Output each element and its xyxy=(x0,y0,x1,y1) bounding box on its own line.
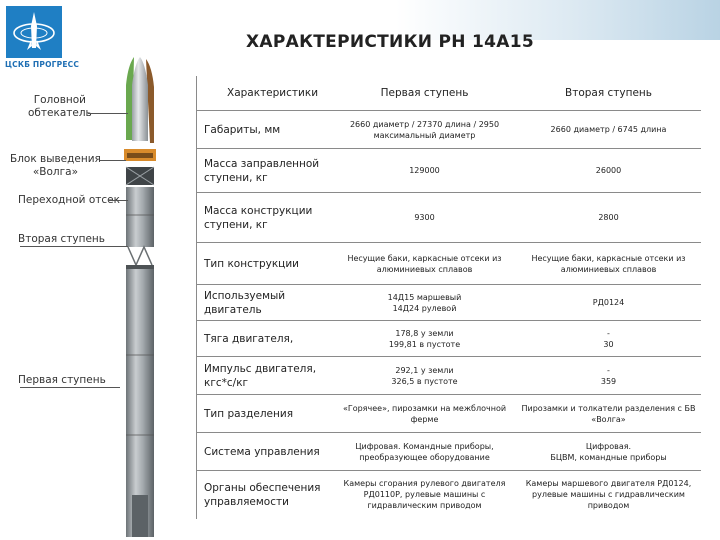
row-name: Тяга двигателя, xyxy=(197,321,333,357)
table-row xyxy=(197,433,701,471)
row-name: Габариты, мм xyxy=(197,111,333,149)
leader-first-stage xyxy=(20,387,120,388)
row-name: Масса конструкции ступени, кг xyxy=(197,193,333,243)
company-logo xyxy=(5,6,80,74)
characteristics-table xyxy=(196,76,701,519)
row-name: Органы обеспечения управляемости xyxy=(197,471,333,519)
table-row xyxy=(197,193,701,243)
table-row xyxy=(197,243,701,285)
row-name: Тип разделения xyxy=(197,395,333,433)
table-header-row xyxy=(197,76,701,111)
row-name: Тип конструкции xyxy=(197,243,333,285)
row-second-stage-value: 2660 диаметр / 6745 длина xyxy=(517,111,701,149)
row-second-stage-value: - 359 xyxy=(517,357,701,395)
table-row xyxy=(197,471,701,519)
label-second-stage: Вторая ступень xyxy=(18,233,105,245)
leader-volga xyxy=(100,160,126,161)
table-row xyxy=(197,321,701,357)
row-first-stage-value: Камеры сгорания рулевого двигателя РД0110Р, рулевые машины с гидравлическим приводом xyxy=(343,479,506,511)
row-name: Масса заправленной ступени, кг xyxy=(197,149,333,193)
row-name: Система управления xyxy=(197,433,333,471)
row-first-stage-value: Цифровая. Командные приборы, преобразующее оборудование xyxy=(333,433,517,471)
leader-transition xyxy=(108,200,128,201)
row-first-stage-value: 2660 диаметр / 27370 длина / 2950 максимальный диаметр xyxy=(333,111,517,149)
leader-second-stage xyxy=(20,246,128,247)
header-first-stage: Первая ступень xyxy=(333,76,517,111)
row-second-stage-value: РД0124 xyxy=(517,285,701,321)
label-transition: Переходной отсек xyxy=(18,194,120,206)
leader-fairing xyxy=(88,113,128,114)
row-first-stage-value: «Горячее», пирозамки на межблочной ферме xyxy=(333,395,517,433)
table-row xyxy=(197,357,701,395)
table-row xyxy=(197,395,701,433)
row-second-stage-value: 26000 xyxy=(517,149,701,193)
row-first-stage-value: 14Д15 маршевый 14Д24 рулевой xyxy=(333,285,517,321)
table-row xyxy=(197,285,701,321)
label-volga: Блок выведения «Волга» xyxy=(10,153,101,178)
second-stage-shape xyxy=(126,187,154,247)
row-second-stage-value: Несущие баки, каркасные отсеки из алюминиевых сплавов xyxy=(517,243,701,285)
label-first-stage: Первая ступень xyxy=(18,374,106,386)
interstage-truss xyxy=(128,247,152,265)
rocket-emblem-icon xyxy=(6,6,62,58)
row-first-stage-value: 178,8 у земли 199,81 в пустоте xyxy=(333,321,517,357)
row-first-stage-value: 292,1 у земли 326,5 в пустоте xyxy=(333,357,517,395)
table-row xyxy=(197,111,701,149)
table-row xyxy=(197,149,701,193)
row-first-stage-value: 9300 xyxy=(333,193,517,243)
header-second-stage: Вторая ступень xyxy=(517,76,701,111)
row-second-stage-value: 2800 xyxy=(517,193,701,243)
engine-section xyxy=(132,495,148,537)
row-name: Импульс двигателя, кгс*с/кг xyxy=(197,357,333,395)
rocket-illustration xyxy=(110,55,170,540)
row-second-stage-value: Камеры маршевого двигателя РД0124, рулевые машины с гидравлическим приводом xyxy=(525,479,692,511)
row-name: Используемый двигатель xyxy=(197,285,333,321)
interstage-ring xyxy=(126,265,154,269)
label-fairing: Головной обтекатель xyxy=(28,94,92,119)
page-title: ХАРАКТЕРИСТИКИ РН 14А15 xyxy=(246,32,534,52)
fairing-body xyxy=(132,57,148,141)
header-characteristics: Характеристики xyxy=(197,76,333,111)
logo-text: ЦСКБ ПРОГРЕСС xyxy=(5,60,80,69)
row-second-stage-value: Цифровая. БЦВМ, командные приборы xyxy=(517,433,701,471)
row-first-stage-value: 129000 xyxy=(333,149,517,193)
volga-detail xyxy=(127,153,153,158)
row-second-stage-value: Пирозамки и толкатели разделения с БВ «Волга» xyxy=(517,395,701,433)
logo-emblem xyxy=(6,6,62,58)
row-first-stage-value: Несущие баки, каркасные отсеки из алюминиевых сплавов xyxy=(333,243,517,285)
row-second-stage-value: - 30 xyxy=(517,321,701,357)
